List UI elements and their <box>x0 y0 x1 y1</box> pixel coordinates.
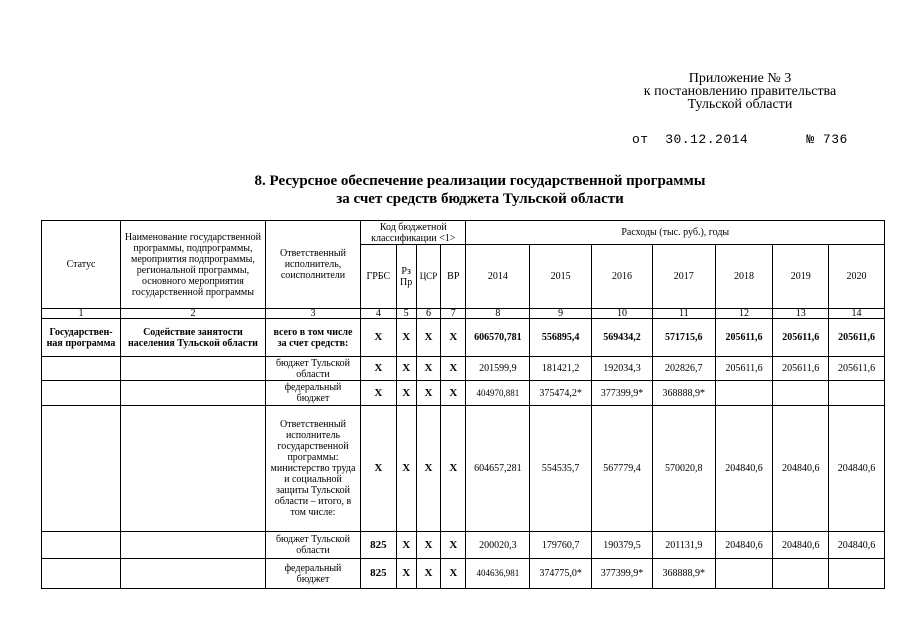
header-status: Статус <box>42 221 121 309</box>
resource-table <box>41 220 885 589</box>
header-year-2016: 2016 <box>592 245 653 309</box>
table-row <box>42 357 885 381</box>
row-executor: федеральный бюджет <box>265 381 360 406</box>
document-title <box>180 172 780 208</box>
row-value-2015: 374775,0* <box>530 559 592 589</box>
row-value-2020 <box>829 381 885 406</box>
col-number: 2 <box>121 309 266 319</box>
header-year-2020: 2020 <box>829 245 885 309</box>
row-value-2016: 377399,9* <box>592 381 653 406</box>
appendix-reference: к постановлению правительства <box>643 84 837 99</box>
row-code-grbs: X <box>361 319 396 357</box>
col-number: 3 <box>265 309 360 319</box>
row-value-2018 <box>715 381 773 406</box>
header-budget-code: Код бюджетной классификации <1> <box>361 221 466 245</box>
row-value-2016: 567779,4 <box>592 406 653 532</box>
row-value-2017: 201131,9 <box>652 532 715 559</box>
row-code-csr: X <box>416 559 440 589</box>
row-executor: Ответственный исполнитель государственной программы: министерство труда и социальной защиты Тульской области – итого, в том числе: <box>265 406 360 532</box>
row-value-2016: 192034,3 <box>592 357 653 381</box>
row-status <box>42 381 121 406</box>
table-row <box>42 559 885 589</box>
row-value-2014: 606570,781 <box>466 319 530 357</box>
row-executor: бюджет Тульской области <box>265 357 360 381</box>
row-code-grbs: X <box>361 357 396 381</box>
row-status <box>42 357 121 381</box>
row-value-2015: 375474,2* <box>530 381 592 406</box>
table-row <box>42 406 885 532</box>
row-code-csr: X <box>416 406 440 532</box>
row-code-grbs: X <box>361 406 396 532</box>
row-value-2020: 205611,6 <box>829 319 885 357</box>
row-value-2019: 204840,6 <box>773 532 829 559</box>
decree-date-number: от 30.12.2014 № 736 <box>632 132 848 147</box>
title-line-2: за счет средств бюджета Тульской области <box>336 191 624 207</box>
row-code-rzpr: X <box>396 357 416 381</box>
row-value-2016: 377399,9* <box>592 559 653 589</box>
row-code-grbs: X <box>361 381 396 406</box>
header-vr: ВР <box>441 245 466 309</box>
row-value-2018: 204840,6 <box>715 406 773 532</box>
row-value-2017: 571715,6 <box>652 319 715 357</box>
row-value-2016: 190379,5 <box>592 532 653 559</box>
appendix-region: Тульской области <box>687 97 793 112</box>
row-code-csr: X <box>416 532 440 559</box>
header-year-2019: 2019 <box>773 245 829 309</box>
row-value-2015: 181421,2 <box>530 357 592 381</box>
row-value-2018: 204840,6 <box>715 532 773 559</box>
col-number: 9 <box>530 309 592 319</box>
row-executor: бюджет Тульской области <box>265 532 360 559</box>
table-row <box>42 532 885 559</box>
row-code-grbs: 825 <box>361 532 396 559</box>
row-code-csr: X <box>416 357 440 381</box>
appendix-block <box>600 72 880 111</box>
row-value-2020: 204840,6 <box>829 406 885 532</box>
table-row <box>42 319 885 357</box>
col-number: 14 <box>829 309 885 319</box>
col-number: 13 <box>773 309 829 319</box>
row-code-csr: X <box>416 381 440 406</box>
row-value-2016: 569434,2 <box>592 319 653 357</box>
row-name <box>121 406 266 532</box>
header-year-2014: 2014 <box>466 245 530 309</box>
row-value-2019: 205611,6 <box>773 357 829 381</box>
header-year-2017: 2017 <box>652 245 715 309</box>
row-status: Государствен-ная программа <box>42 319 121 357</box>
col-number: 12 <box>715 309 773 319</box>
row-code-csr: X <box>416 319 440 357</box>
header-expenses: Расходы (тыс. руб.), годы <box>466 221 885 245</box>
row-value-2014: 200020,3 <box>466 532 530 559</box>
header-rzpr: Рз Пр <box>396 245 416 309</box>
header-year-2015: 2015 <box>530 245 592 309</box>
row-value-2017: 202826,7 <box>652 357 715 381</box>
row-value-2018: 205611,6 <box>715 319 773 357</box>
row-code-vr: X <box>441 406 466 532</box>
row-code-rzpr: X <box>396 319 416 357</box>
row-value-2020: 205611,6 <box>829 357 885 381</box>
row-value-2014: 404636,981 <box>466 559 530 589</box>
row-name <box>121 381 266 406</box>
col-number: 5 <box>396 309 416 319</box>
header-year-2018: 2018 <box>715 245 773 309</box>
row-value-2017: 368888,9* <box>652 381 715 406</box>
row-value-2019: 204840,6 <box>773 406 829 532</box>
col-number: 8 <box>466 309 530 319</box>
row-executor: федеральный бюджет <box>265 559 360 589</box>
row-code-grbs: 825 <box>361 559 396 589</box>
row-status <box>42 559 121 589</box>
row-executor: всего в том числе за счет средств: <box>265 319 360 357</box>
row-value-2019 <box>773 381 829 406</box>
header-csr: ЦСР <box>416 245 440 309</box>
row-value-2017: 368888,9* <box>652 559 715 589</box>
row-status <box>42 532 121 559</box>
row-value-2018 <box>715 559 773 589</box>
row-code-rzpr: X <box>396 559 416 589</box>
col-number: 6 <box>416 309 440 319</box>
row-value-2020: 204840,6 <box>829 532 885 559</box>
header-executor: Ответственный исполнитель, соисполнители <box>265 221 360 309</box>
row-code-rzpr: X <box>396 381 416 406</box>
row-value-2015: 554535,7 <box>530 406 592 532</box>
appendix-title: Приложение № 3 <box>688 71 792 86</box>
row-value-2017: 570020,8 <box>652 406 715 532</box>
header-grbs: ГРБС <box>361 245 396 309</box>
row-value-2014: 201599,9 <box>466 357 530 381</box>
col-number: 7 <box>441 309 466 319</box>
row-value-2019 <box>773 559 829 589</box>
row-code-rzpr: X <box>396 532 416 559</box>
row-status <box>42 406 121 532</box>
header-name: Наименование государственной программы, подпрограммы, мероприятия подпрограммы, региональной программы, основного мероприятия государственной программы <box>121 221 266 309</box>
row-name <box>121 357 266 381</box>
row-value-2020 <box>829 559 885 589</box>
row-value-2015: 556895,4 <box>530 319 592 357</box>
row-value-2018: 205611,6 <box>715 357 773 381</box>
col-number: 10 <box>592 309 653 319</box>
col-number: 11 <box>652 309 715 319</box>
row-code-vr: X <box>441 381 466 406</box>
row-code-vr: X <box>441 559 466 589</box>
col-number: 4 <box>361 309 396 319</box>
row-code-vr: X <box>441 357 466 381</box>
row-code-rzpr: X <box>396 406 416 532</box>
row-code-vr: X <box>441 319 466 357</box>
row-value-2019: 205611,6 <box>773 319 829 357</box>
column-number-row <box>42 309 885 319</box>
row-value-2014: 604657,281 <box>466 406 530 532</box>
col-number: 1 <box>42 309 121 319</box>
row-value-2014: 404970,881 <box>466 381 530 406</box>
row-code-vr: X <box>441 532 466 559</box>
row-name: Содействие занятости населения Тульской области <box>121 319 266 357</box>
row-value-2015: 179760,7 <box>530 532 592 559</box>
row-name <box>121 559 266 589</box>
row-name <box>121 532 266 559</box>
table-row <box>42 381 885 406</box>
title-line-1: 8. Ресурсное обеспечение реализации государственной программы <box>254 173 706 189</box>
